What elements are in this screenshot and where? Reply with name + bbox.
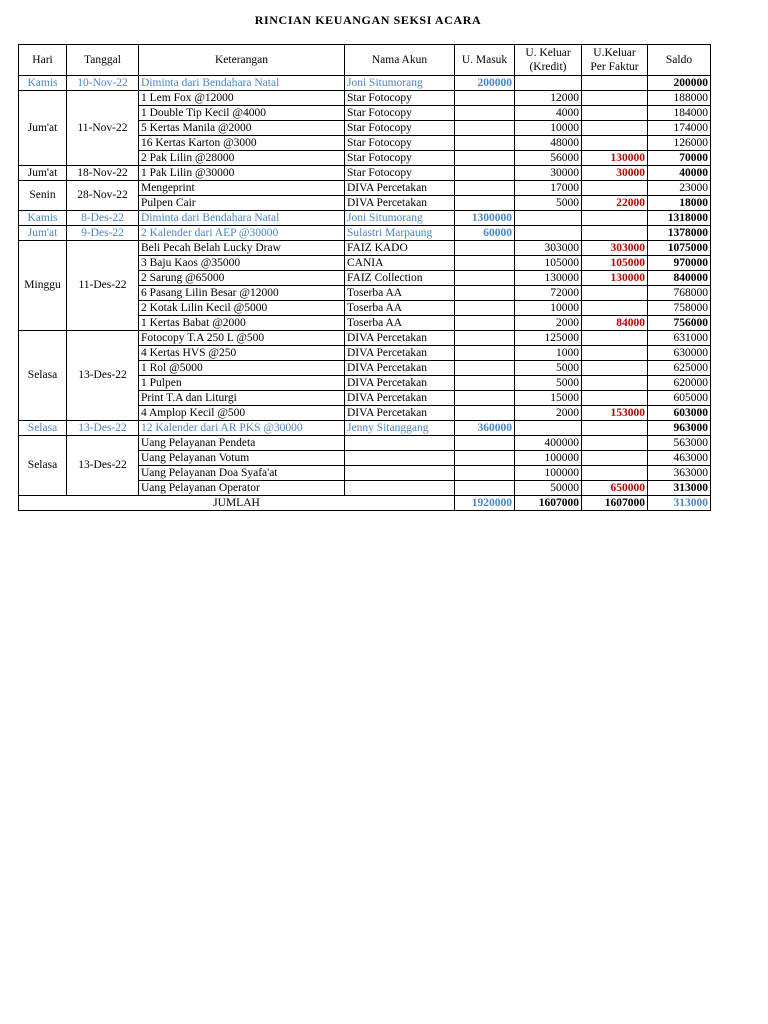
- cell-uang-keluar: 125000: [515, 331, 582, 346]
- cell-keluar-per-faktur: 130000: [582, 151, 648, 166]
- cell-keterangan: 4 Amplop Kecil @500: [139, 406, 345, 421]
- cell-nama-akun: Joni Situmorang: [345, 211, 455, 226]
- cell-keterangan: Diminta dari Bendahara Natal: [139, 211, 345, 226]
- cell-uang-masuk: [455, 241, 515, 256]
- cell-hari: Kamis: [19, 76, 67, 91]
- cell-tanggal: 8-Des-22: [67, 211, 139, 226]
- cell-tanggal: 10-Nov-22: [67, 76, 139, 91]
- cell-uang-masuk: [455, 436, 515, 451]
- cell-saldo: 23000: [648, 181, 711, 196]
- cell-tanggal: 28-Nov-22: [67, 181, 139, 211]
- cell-saldo: 313000: [648, 481, 711, 496]
- cell-uang-keluar: [515, 76, 582, 91]
- cell-nama-akun: DIVA Percetakan: [345, 376, 455, 391]
- header-keterangan: Keterangan: [139, 45, 345, 76]
- cell-hari: Selasa: [19, 331, 67, 421]
- table-row: [19, 76, 711, 91]
- cell-nama-akun: [345, 481, 455, 496]
- table-row: [19, 421, 711, 436]
- cell-keterangan: 1 Kertas Babat @2000: [139, 316, 345, 331]
- cell-keterangan: 6 Pasang Lilin Besar @12000: [139, 286, 345, 301]
- header-row: [19, 45, 711, 76]
- header-faktur-line1: U.Keluar: [593, 47, 636, 59]
- cell-uang-masuk: [455, 151, 515, 166]
- cell-keluar-per-faktur: [582, 136, 648, 151]
- cell-hari: Jum'at: [19, 226, 67, 241]
- cell-keterangan: 4 Kertas HVS @250: [139, 346, 345, 361]
- cell-uang-keluar: 10000: [515, 301, 582, 316]
- cell-saldo: 70000: [648, 151, 711, 166]
- cell-nama-akun: [345, 451, 455, 466]
- total-saldo: 313000: [648, 496, 711, 511]
- table-row: [19, 226, 711, 241]
- header-uang-keluar-line2: (Kredit): [529, 61, 567, 73]
- cell-uang-keluar: 400000: [515, 436, 582, 451]
- cell-saldo: 126000: [648, 136, 711, 151]
- cell-saldo: 605000: [648, 391, 711, 406]
- cell-keterangan: Uang Pelayanan Pendeta: [139, 436, 345, 451]
- cell-keluar-per-faktur: 30000: [582, 166, 648, 181]
- table-row: [19, 91, 711, 106]
- header-faktur-line2: Per Faktur: [590, 61, 639, 73]
- cell-keterangan: 16 Kertas Karton @3000: [139, 136, 345, 151]
- cell-hari: Selasa: [19, 421, 67, 436]
- cell-keterangan: Uang Pelayanan Doa Syafa'at: [139, 466, 345, 481]
- cell-saldo: 1075000: [648, 241, 711, 256]
- header-saldo: Saldo: [648, 45, 711, 76]
- cell-nama-akun: Star Fotocopy: [345, 166, 455, 181]
- cell-keterangan: 2 Sarung @65000: [139, 271, 345, 286]
- finance-table: [18, 44, 711, 511]
- cell-tanggal: 18-Nov-22: [67, 166, 139, 181]
- cell-uang-keluar: 5000: [515, 376, 582, 391]
- cell-uang-keluar: 105000: [515, 256, 582, 271]
- cell-uang-masuk: [455, 451, 515, 466]
- cell-hari: Minggu: [19, 241, 67, 331]
- cell-uang-masuk: [455, 91, 515, 106]
- cell-uang-masuk: [455, 181, 515, 196]
- cell-keluar-per-faktur: [582, 346, 648, 361]
- cell-keluar-per-faktur: 105000: [582, 256, 648, 271]
- cell-uang-masuk: [455, 256, 515, 271]
- total-keluar: 1607000: [515, 496, 582, 511]
- cell-uang-masuk: [455, 466, 515, 481]
- cell-saldo: 1378000: [648, 226, 711, 241]
- cell-keluar-per-faktur: [582, 301, 648, 316]
- cell-keluar-per-faktur: [582, 391, 648, 406]
- cell-uang-keluar: 1000: [515, 346, 582, 361]
- cell-saldo: 963000: [648, 421, 711, 436]
- cell-keluar-per-faktur: [582, 181, 648, 196]
- cell-tanggal: 11-Des-22: [67, 241, 139, 331]
- cell-keterangan: 2 Pak Lilin @28000: [139, 151, 345, 166]
- cell-nama-akun: DIVA Percetakan: [345, 196, 455, 211]
- header-hari: Hari: [19, 45, 67, 76]
- cell-keluar-per-faktur: [582, 76, 648, 91]
- header-keluar-per-faktur: [582, 45, 648, 76]
- total-masuk: 1920000: [455, 496, 515, 511]
- cell-uang-keluar: 4000: [515, 106, 582, 121]
- cell-uang-keluar: 5000: [515, 196, 582, 211]
- cell-keterangan: 1 Lem Fox @12000: [139, 91, 345, 106]
- cell-uang-masuk: [455, 106, 515, 121]
- cell-nama-akun: Toserba AA: [345, 316, 455, 331]
- cell-keluar-per-faktur: [582, 361, 648, 376]
- cell-saldo: 184000: [648, 106, 711, 121]
- cell-uang-masuk: [455, 331, 515, 346]
- cell-uang-masuk: 360000: [455, 421, 515, 436]
- cell-keterangan: 5 Kertas Manila @2000: [139, 121, 345, 136]
- cell-uang-keluar: 50000: [515, 481, 582, 496]
- cell-keluar-per-faktur: 303000: [582, 241, 648, 256]
- cell-hari: Jum'at: [19, 166, 67, 181]
- cell-saldo: 18000: [648, 196, 711, 211]
- cell-saldo: 463000: [648, 451, 711, 466]
- total-row: [19, 496, 711, 511]
- cell-nama-akun: [345, 436, 455, 451]
- cell-keterangan: 1 Pak Lilin @30000: [139, 166, 345, 181]
- cell-keterangan: Uang Pelayanan Operator: [139, 481, 345, 496]
- cell-saldo: 200000: [648, 76, 711, 91]
- cell-keterangan: 12 Kalender dari AR PKS @30000: [139, 421, 345, 436]
- cell-keluar-per-faktur: [582, 106, 648, 121]
- cell-uang-keluar: 17000: [515, 181, 582, 196]
- cell-nama-akun: Star Fotocopy: [345, 121, 455, 136]
- cell-nama-akun: Toserba AA: [345, 301, 455, 316]
- table-row: [19, 166, 711, 181]
- cell-nama-akun: Toserba AA: [345, 286, 455, 301]
- cell-keterangan: 1 Double Tip Kecil @4000: [139, 106, 345, 121]
- cell-keterangan: Pulpen Cair: [139, 196, 345, 211]
- table-row: [19, 331, 711, 346]
- cell-saldo: 630000: [648, 346, 711, 361]
- cell-uang-keluar: 100000: [515, 451, 582, 466]
- cell-saldo: 1318000: [648, 211, 711, 226]
- cell-uang-keluar: 5000: [515, 361, 582, 376]
- cell-saldo: 768000: [648, 286, 711, 301]
- cell-uang-keluar: 100000: [515, 466, 582, 481]
- table-row: [19, 211, 711, 226]
- cell-tanggal: 9-Des-22: [67, 226, 139, 241]
- cell-uang-keluar: 48000: [515, 136, 582, 151]
- header-uang-keluar-line1: U. Keluar: [525, 47, 571, 59]
- cell-saldo: 758000: [648, 301, 711, 316]
- cell-saldo: 620000: [648, 376, 711, 391]
- document-title: RINCIAN KEUANGAN SEKSI ACARA: [254, 13, 482, 27]
- total-label: JUMLAH: [19, 496, 455, 511]
- cell-uang-masuk: [455, 301, 515, 316]
- cell-saldo: 631000: [648, 331, 711, 346]
- cell-saldo: 756000: [648, 316, 711, 331]
- cell-keluar-per-faktur: [582, 226, 648, 241]
- cell-keluar-per-faktur: 650000: [582, 481, 648, 496]
- cell-keterangan: Print T.A dan Liturgi: [139, 391, 345, 406]
- cell-uang-masuk: [455, 361, 515, 376]
- table-row: [19, 241, 711, 256]
- cell-uang-keluar: 10000: [515, 121, 582, 136]
- cell-tanggal: 13-Des-22: [67, 436, 139, 496]
- cell-uang-keluar: 303000: [515, 241, 582, 256]
- cell-nama-akun: Star Fotocopy: [345, 106, 455, 121]
- cell-keluar-per-faktur: 130000: [582, 271, 648, 286]
- cell-keluar-per-faktur: [582, 436, 648, 451]
- cell-keluar-per-faktur: [582, 451, 648, 466]
- cell-keluar-per-faktur: [582, 421, 648, 436]
- cell-nama-akun: [345, 466, 455, 481]
- cell-uang-keluar: 2000: [515, 406, 582, 421]
- cell-keluar-per-faktur: [582, 376, 648, 391]
- cell-keluar-per-faktur: [582, 211, 648, 226]
- cell-keluar-per-faktur: [582, 466, 648, 481]
- cell-uang-masuk: [455, 376, 515, 391]
- table-row: [19, 181, 711, 196]
- header-tanggal: Tanggal: [67, 45, 139, 76]
- cell-nama-akun: DIVA Percetakan: [345, 346, 455, 361]
- cell-nama-akun: Jenny Sitanggang: [345, 421, 455, 436]
- cell-nama-akun: DIVA Percetakan: [345, 331, 455, 346]
- cell-nama-akun: DIVA Percetakan: [345, 391, 455, 406]
- cell-keterangan: Fotocopy T.A 250 L @500: [139, 331, 345, 346]
- cell-nama-akun: CANIA: [345, 256, 455, 271]
- cell-keterangan: 2 Kalender dari AEP @30000: [139, 226, 345, 241]
- total-faktur: 1607000: [582, 496, 648, 511]
- cell-nama-akun: FAIZ KADO: [345, 241, 455, 256]
- cell-nama-akun: DIVA Percetakan: [345, 406, 455, 421]
- cell-saldo: 563000: [648, 436, 711, 451]
- cell-nama-akun: Star Fotocopy: [345, 151, 455, 166]
- header-uang-masuk: U. Masuk: [455, 45, 515, 76]
- cell-tanggal: 13-Des-22: [67, 421, 139, 436]
- cell-uang-masuk: [455, 271, 515, 286]
- cell-uang-masuk: [455, 346, 515, 361]
- table-body: [19, 76, 711, 496]
- cell-saldo: 363000: [648, 466, 711, 481]
- cell-uang-keluar: 15000: [515, 391, 582, 406]
- cell-keterangan: Mengeprint: [139, 181, 345, 196]
- cell-uang-keluar: 12000: [515, 91, 582, 106]
- cell-keterangan: Uang Pelayanan Votum: [139, 451, 345, 466]
- cell-uang-masuk: 1300000: [455, 211, 515, 226]
- cell-saldo: 188000: [648, 91, 711, 106]
- cell-saldo: 970000: [648, 256, 711, 271]
- header-uang-keluar: [515, 45, 582, 76]
- cell-keluar-per-faktur: [582, 331, 648, 346]
- cell-hari: Kamis: [19, 211, 67, 226]
- cell-keluar-per-faktur: [582, 286, 648, 301]
- cell-keterangan: 1 Rol @5000: [139, 361, 345, 376]
- cell-uang-masuk: 60000: [455, 226, 515, 241]
- cell-keterangan: 3 Baju Kaos @35000: [139, 256, 345, 271]
- cell-uang-keluar: 130000: [515, 271, 582, 286]
- cell-nama-akun: Star Fotocopy: [345, 91, 455, 106]
- cell-nama-akun: DIVA Percetakan: [345, 361, 455, 376]
- cell-uang-masuk: [455, 481, 515, 496]
- cell-uang-masuk: [455, 166, 515, 181]
- cell-uang-masuk: [455, 406, 515, 421]
- cell-uang-keluar: [515, 211, 582, 226]
- cell-keluar-per-faktur: [582, 121, 648, 136]
- cell-nama-akun: Joni Situmorang: [345, 76, 455, 91]
- cell-uang-masuk: [455, 121, 515, 136]
- cell-uang-masuk: 200000: [455, 76, 515, 91]
- cell-saldo: 840000: [648, 271, 711, 286]
- cell-saldo: 40000: [648, 166, 711, 181]
- cell-nama-akun: DIVA Percetakan: [345, 181, 455, 196]
- cell-nama-akun: FAIZ Collection: [345, 271, 455, 286]
- cell-keluar-per-faktur: 153000: [582, 406, 648, 421]
- cell-saldo: 174000: [648, 121, 711, 136]
- cell-saldo: 603000: [648, 406, 711, 421]
- cell-nama-akun: Star Fotocopy: [345, 136, 455, 151]
- cell-uang-keluar: [515, 226, 582, 241]
- cell-uang-keluar: 72000: [515, 286, 582, 301]
- cell-uang-masuk: [455, 196, 515, 211]
- cell-keluar-per-faktur: 22000: [582, 196, 648, 211]
- cell-nama-akun: Sulastri Marpaung: [345, 226, 455, 241]
- cell-hari: Senin: [19, 181, 67, 211]
- header-nama-akun: Nama Akun: [345, 45, 455, 76]
- cell-keterangan: Beli Pecah Belah Lucky Draw: [139, 241, 345, 256]
- cell-uang-masuk: [455, 316, 515, 331]
- cell-tanggal: 13-Des-22: [67, 331, 139, 421]
- cell-keterangan: 1 Pulpen: [139, 376, 345, 391]
- cell-keterangan: 2 Kotak Lilin Kecil @5000: [139, 301, 345, 316]
- cell-uang-masuk: [455, 391, 515, 406]
- cell-uang-keluar: 2000: [515, 316, 582, 331]
- cell-saldo: 625000: [648, 361, 711, 376]
- cell-hari: Jum'at: [19, 91, 67, 166]
- cell-keluar-per-faktur: 84000: [582, 316, 648, 331]
- cell-uang-keluar: [515, 421, 582, 436]
- cell-uang-masuk: [455, 136, 515, 151]
- cell-uang-keluar: 56000: [515, 151, 582, 166]
- cell-keterangan: Diminta dari Bendahara Natal: [139, 76, 345, 91]
- cell-keluar-per-faktur: [582, 91, 648, 106]
- cell-uang-keluar: 30000: [515, 166, 582, 181]
- cell-hari: Selasa: [19, 436, 67, 496]
- cell-uang-masuk: [455, 286, 515, 301]
- table-row: [19, 436, 711, 451]
- cell-tanggal: 11-Nov-22: [67, 91, 139, 166]
